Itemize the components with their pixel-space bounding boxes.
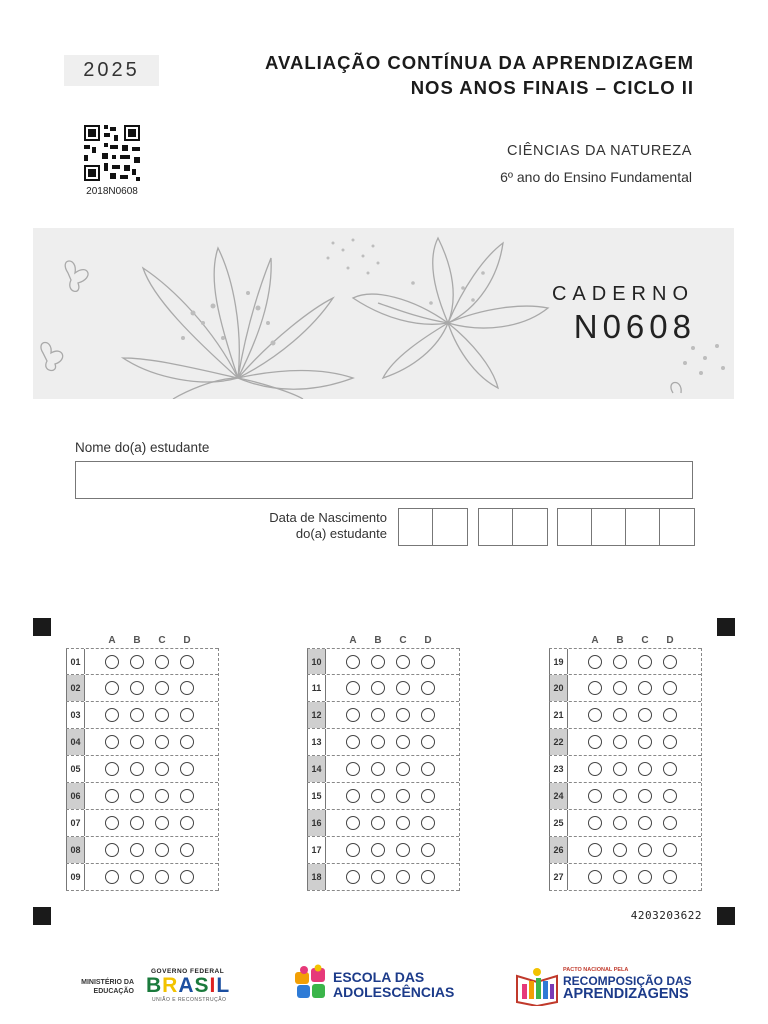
option-label: D	[183, 635, 191, 646]
answer-bubble-a[interactable]	[346, 708, 360, 722]
answer-bubble-a[interactable]	[105, 843, 119, 857]
answer-row	[66, 810, 218, 837]
question-number: 08	[66, 837, 85, 863]
registration-mark-top-right	[717, 618, 735, 636]
answer-row	[549, 702, 701, 729]
question-number: 23	[549, 756, 568, 782]
brasil-letter-5: I	[209, 974, 217, 997]
answer-bubble-a[interactable]	[105, 870, 119, 884]
answer-bubble-c[interactable]	[638, 708, 652, 722]
answer-bubble-a[interactable]	[105, 789, 119, 803]
answer-bubble-b[interactable]	[130, 843, 144, 857]
answer-bubble-c[interactable]	[396, 762, 410, 776]
question-number: 01	[66, 649, 85, 674]
answer-bubble-a[interactable]	[346, 870, 360, 884]
answer-bubble-d[interactable]	[421, 762, 435, 776]
answer-bubble-b[interactable]	[613, 843, 627, 857]
qr-code-icon	[84, 125, 140, 181]
question-number: 21	[549, 702, 568, 728]
answer-bubble-c[interactable]	[638, 762, 652, 776]
answer-bubble-b[interactable]	[613, 735, 627, 749]
answer-bubble-d[interactable]	[421, 735, 435, 749]
option-label: A	[591, 635, 599, 646]
answer-row	[307, 864, 459, 891]
answer-row	[307, 783, 459, 810]
question-number: 12	[307, 702, 326, 728]
answer-row	[66, 702, 218, 729]
answer-bubble-c[interactable]	[638, 655, 652, 669]
answer-bubble-d[interactable]	[663, 762, 677, 776]
question-number: 02	[66, 675, 85, 701]
answer-bubble-a[interactable]	[346, 843, 360, 857]
answer-bubble-d[interactable]	[421, 789, 435, 803]
answer-row	[549, 783, 701, 810]
brasil-letter-6: L	[216, 974, 231, 997]
answer-bubble-b[interactable]	[371, 762, 385, 776]
answer-bubble-d[interactable]	[421, 655, 435, 669]
answer-row	[549, 837, 701, 864]
answer-bubble-b[interactable]	[371, 735, 385, 749]
answer-bubble-c[interactable]	[155, 843, 169, 857]
answer-bubble-d[interactable]	[180, 789, 194, 803]
answer-bubble-a[interactable]	[588, 816, 602, 830]
student-name-field[interactable]	[75, 461, 693, 499]
answer-bubble-d[interactable]	[180, 735, 194, 749]
pacto-line-2: APRENDIZAGENS	[563, 986, 689, 1002]
qr-code-label: 2018N0608	[86, 186, 138, 197]
answer-bubble-d[interactable]	[180, 843, 194, 857]
question-number: 09	[66, 864, 85, 890]
answer-bubble-c[interactable]	[155, 870, 169, 884]
answer-bubble-a[interactable]	[105, 708, 119, 722]
question-number: 26	[549, 837, 568, 863]
escola-adolescencias-logo	[293, 964, 463, 1004]
birth-month-field[interactable]	[478, 508, 548, 546]
answer-row	[307, 756, 459, 783]
answer-bubble-a[interactable]	[588, 681, 602, 695]
answer-bubble-d[interactable]	[663, 655, 677, 669]
answer-bubble-d[interactable]	[180, 762, 194, 776]
cover-banner	[33, 228, 734, 399]
answer-bubble-b[interactable]	[613, 762, 627, 776]
question-number: 24	[549, 783, 568, 809]
registration-mark-bottom-left	[33, 907, 51, 925]
mec-label-line-2: EDUCAÇÃO	[93, 988, 134, 995]
answer-row	[549, 864, 701, 891]
birth-date-label-line-2: do(a) estudante	[295, 526, 387, 541]
answer-bubble-c[interactable]	[396, 735, 410, 749]
birth-year-field[interactable]	[557, 508, 695, 546]
answer-bubble-c[interactable]	[396, 789, 410, 803]
question-number: 14	[307, 756, 326, 782]
brasil-letter-4: S	[194, 974, 210, 997]
answer-bubble-b[interactable]	[613, 708, 627, 722]
answer-bubble-b[interactable]	[613, 816, 627, 830]
answer-bubble-d[interactable]	[663, 870, 677, 884]
answer-row	[66, 648, 218, 675]
answer-rows	[66, 648, 219, 891]
answer-bubble-b[interactable]	[130, 789, 144, 803]
answer-rows	[307, 648, 460, 891]
question-number: 15	[307, 783, 326, 809]
answer-bubble-c[interactable]	[638, 816, 652, 830]
answer-bubble-d[interactable]	[663, 708, 677, 722]
answer-bubble-a[interactable]	[105, 816, 119, 830]
answer-row	[549, 675, 701, 702]
answer-bubble-a[interactable]	[588, 735, 602, 749]
option-label: C	[158, 635, 166, 646]
answer-bubble-b[interactable]	[613, 681, 627, 695]
answer-row	[307, 810, 459, 837]
answer-bubble-b[interactable]	[130, 681, 144, 695]
answer-bubble-a[interactable]	[105, 655, 119, 669]
answer-bubble-b[interactable]	[130, 816, 144, 830]
birth-day-digit-2[interactable]	[433, 509, 467, 545]
answer-bubble-b[interactable]	[613, 870, 627, 884]
answer-bubble-c[interactable]	[396, 681, 410, 695]
answer-bubble-a[interactable]	[105, 762, 119, 776]
answer-bubble-d[interactable]	[663, 843, 677, 857]
answer-bubble-b[interactable]	[371, 789, 385, 803]
question-number: 18	[307, 864, 326, 890]
answer-bubble-c[interactable]	[638, 870, 652, 884]
brasil-wordmark	[146, 974, 230, 998]
answer-row	[549, 810, 701, 837]
answer-bubble-a[interactable]	[105, 735, 119, 749]
answer-bubble-c[interactable]	[155, 762, 169, 776]
answer-row	[66, 837, 218, 864]
birth-day-digit-1[interactable]	[399, 509, 433, 545]
answer-bubble-d[interactable]	[663, 735, 677, 749]
answer-bubble-b[interactable]	[613, 789, 627, 803]
answer-rows	[549, 648, 702, 891]
birth-year-digit-2[interactable]	[592, 509, 626, 545]
question-number: 03	[66, 702, 85, 728]
mec-label-line-1: MINISTÉRIO DA	[81, 979, 134, 986]
answer-bubble-c[interactable]	[155, 735, 169, 749]
answer-bubble-a[interactable]	[588, 708, 602, 722]
option-header	[66, 635, 218, 648]
birth-year-digit-4[interactable]	[660, 509, 694, 545]
birth-day-field[interactable]	[398, 508, 468, 546]
answer-bubble-b[interactable]	[371, 681, 385, 695]
gov-federal-label: GOVERNO FEDERAL	[151, 968, 225, 975]
brasil-letter-1: B	[146, 974, 163, 997]
escola-logo-icon	[293, 964, 329, 1002]
caderno-code: N0608	[573, 308, 696, 345]
option-label: B	[616, 635, 624, 646]
escola-line-1: ESCOLA DAS	[333, 969, 425, 985]
answer-bubble-b[interactable]	[130, 735, 144, 749]
answer-bubble-b[interactable]	[371, 816, 385, 830]
answer-row	[307, 648, 459, 675]
question-number: 20	[549, 675, 568, 701]
answer-row	[66, 675, 218, 702]
answer-bubble-a[interactable]	[588, 843, 602, 857]
answer-bubble-d[interactable]	[180, 681, 194, 695]
answer-row	[66, 729, 218, 756]
brasil-letter-2: R	[162, 974, 179, 997]
answer-bubble-c[interactable]	[638, 735, 652, 749]
option-label: B	[374, 635, 382, 646]
answer-bubble-a[interactable]	[346, 789, 360, 803]
answer-bubble-d[interactable]	[180, 708, 194, 722]
answer-bubble-b[interactable]	[371, 870, 385, 884]
answer-bubble-a[interactable]	[588, 870, 602, 884]
question-number: 25	[549, 810, 568, 836]
answer-bubble-a[interactable]	[588, 655, 602, 669]
title-line-1: AVALIAÇÃO CONTÍNUA DA APRENDIZAGEM	[265, 52, 694, 73]
answer-bubble-d[interactable]	[421, 843, 435, 857]
option-label: B	[133, 635, 141, 646]
answer-row	[307, 675, 459, 702]
answer-bubble-d[interactable]	[663, 681, 677, 695]
question-number: 10	[307, 649, 326, 674]
answer-bubble-c[interactable]	[638, 681, 652, 695]
answer-row	[307, 837, 459, 864]
answer-bubble-d[interactable]	[421, 708, 435, 722]
registration-mark-bottom-right	[717, 907, 735, 925]
answer-bubble-c[interactable]	[396, 708, 410, 722]
answer-bubble-c[interactable]	[396, 870, 410, 884]
answer-bubble-d[interactable]	[663, 816, 677, 830]
question-number: 19	[549, 649, 568, 674]
answer-row	[549, 729, 701, 756]
question-number: 16	[307, 810, 326, 836]
caderno-label: CADERNO	[551, 283, 694, 305]
answer-bubble-a[interactable]	[588, 789, 602, 803]
answer-bubble-c[interactable]	[638, 843, 652, 857]
option-label: C	[641, 635, 649, 646]
answer-row	[66, 864, 218, 891]
year-badge: 2025	[64, 55, 159, 86]
question-number: 11	[307, 675, 326, 701]
answer-bubble-d[interactable]	[663, 789, 677, 803]
answer-bubble-a[interactable]	[346, 762, 360, 776]
birth-year-digit-1[interactable]	[558, 509, 592, 545]
question-number: 22	[549, 729, 568, 755]
question-number: 27	[549, 864, 568, 890]
answer-bubble-c[interactable]	[155, 708, 169, 722]
answer-bubble-c[interactable]	[638, 789, 652, 803]
pacto-line-1: RECOMPOSIÇÃO DAS	[563, 974, 692, 988]
birth-month-digit-2[interactable]	[513, 509, 547, 545]
escola-line-2: ADOLESCÊNCIAS	[333, 984, 455, 1000]
answer-row	[66, 756, 218, 783]
answer-bubble-b[interactable]	[130, 708, 144, 722]
answer-row	[549, 756, 701, 783]
question-number: 07	[66, 810, 85, 836]
answer-bubble-b[interactable]	[371, 655, 385, 669]
brasil-letter-3: A	[178, 974, 195, 997]
answer-bubble-c[interactable]	[155, 816, 169, 830]
answer-row	[549, 648, 701, 675]
answer-bubble-c[interactable]	[396, 816, 410, 830]
answer-bubble-c[interactable]	[155, 655, 169, 669]
birth-date-label	[269, 510, 387, 542]
question-number: 13	[307, 729, 326, 755]
option-header	[307, 635, 459, 648]
answer-bubble-a[interactable]	[588, 762, 602, 776]
registration-mark-top-left	[33, 618, 51, 636]
pacto-recomposicao-logo	[515, 964, 700, 1006]
option-label: C	[399, 635, 407, 646]
question-number: 06	[66, 783, 85, 809]
answer-row	[307, 729, 459, 756]
answer-bubble-c[interactable]	[396, 843, 410, 857]
answer-bubble-d[interactable]	[421, 870, 435, 884]
answer-bubble-d[interactable]	[180, 655, 194, 669]
answer-bubble-d[interactable]	[421, 816, 435, 830]
answer-bubble-a[interactable]	[346, 735, 360, 749]
answer-row	[307, 702, 459, 729]
page-title	[265, 50, 694, 100]
answer-bubble-a[interactable]	[346, 816, 360, 830]
answer-bubble-d[interactable]	[421, 681, 435, 695]
mec-label	[76, 978, 134, 996]
answer-bubble-b[interactable]	[613, 655, 627, 669]
answer-bubble-b[interactable]	[130, 870, 144, 884]
answer-bubble-b[interactable]	[371, 843, 385, 857]
pacto-logo-icon	[515, 966, 559, 1006]
option-label: D	[424, 635, 432, 646]
birth-month-digit-1[interactable]	[479, 509, 513, 545]
title-line-2: NOS ANOS FINAIS – CICLO II	[410, 77, 694, 98]
answer-row	[66, 783, 218, 810]
option-header	[549, 635, 701, 648]
question-number: 04	[66, 729, 85, 755]
answer-bubble-c[interactable]	[155, 681, 169, 695]
subject-label: CIÊNCIAS DA NATUREZA	[507, 143, 692, 159]
barcode-number: 4203203622	[630, 909, 702, 922]
pacto-line-0: PACTO NACIONAL PELA	[563, 967, 629, 973]
answer-bubble-a[interactable]	[105, 681, 119, 695]
question-number: 05	[66, 756, 85, 782]
option-label: A	[349, 635, 357, 646]
answer-bubble-a[interactable]	[346, 681, 360, 695]
answer-bubble-b[interactable]	[130, 655, 144, 669]
answer-bubble-d[interactable]	[180, 816, 194, 830]
uniao-reconstrucao-label: UNIÃO E RECONSTRUÇÃO	[152, 997, 227, 1003]
option-label: D	[666, 635, 674, 646]
mec-brasil-logo	[76, 966, 231, 1004]
option-label: A	[108, 635, 116, 646]
answer-bubble-b[interactable]	[371, 708, 385, 722]
question-number: 17	[307, 837, 326, 863]
answer-bubble-a[interactable]	[346, 655, 360, 669]
answer-bubble-b[interactable]	[130, 762, 144, 776]
birth-date-label-line-1: Data de Nascimento	[269, 510, 387, 525]
answer-bubble-c[interactable]	[155, 789, 169, 803]
birth-year-digit-3[interactable]	[626, 509, 660, 545]
answer-bubble-c[interactable]	[396, 655, 410, 669]
student-name-label: Nome do(a) estudante	[75, 440, 210, 455]
answer-bubble-d[interactable]	[180, 870, 194, 884]
grade-label: 6º ano do Ensino Fundamental	[500, 169, 692, 185]
